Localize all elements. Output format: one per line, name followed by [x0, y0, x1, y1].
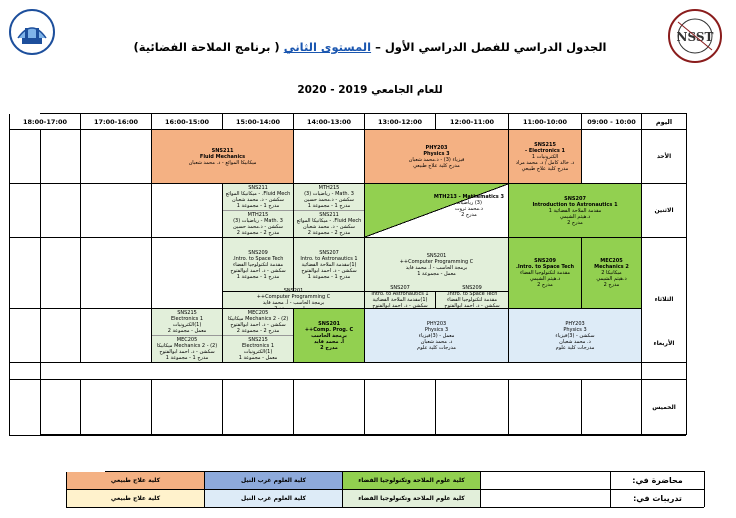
- section-sns207-tue: SNS207 Intro. to Astronautics 1 (1)مقدمة الملاحة الفضائية سكشن - د. احمد ابوالفتوح: [364, 292, 435, 309]
- empty-cell: [9, 309, 80, 363]
- header-slot-9: 18:00-17:00: [9, 114, 80, 130]
- empty-cell: [9, 380, 80, 436]
- day-monday: الاثنين: [641, 184, 686, 238]
- header-slot-4: 13:00-12:00: [364, 114, 435, 130]
- course-phy203-sun: PHY203 Physics 3 فيزياء (3) - د.محمد شعبان مدرج كلية علاج طبيعي: [364, 130, 508, 184]
- course-sns215-sun: SNS215 Electronics 1 - الكترونيات 1 د. خالد كامل / د. محمد مراد مدرج كلية علاج طبيعي: [508, 130, 581, 184]
- legend-tutorial-science: كلية العلوم غرب النيل: [204, 490, 342, 508]
- lab-phy203-wed: PHY203 Physics 3 معمل - (3)فيزياء د. محمد شعبان مدرجات كلية علوم: [364, 309, 508, 363]
- empty-cell: [151, 238, 222, 309]
- empty-cell: [80, 184, 151, 238]
- legend-lecture-nsst: كلية علوم الملاحة وتكنولوجيا الفضاء: [342, 472, 480, 490]
- empty-cell: [80, 309, 151, 363]
- empty-cell: [581, 380, 641, 436]
- section-sns209-tue: SNS209 Intro. to Space Tech. مقدمة لتكنولوجيا الفضاء سكشن - د. احمد ابوالفتوح: [435, 292, 508, 309]
- section-sns209-tue-g1: SNS209 Intro. to Space Tech. مقدمة لتكنولوجيا الفضاء سكشن - د. احمد ابوالفتوح مدرج 1 - مجموعة 1: [222, 238, 293, 292]
- empty-cell: [222, 380, 293, 436]
- empty-cell: [80, 238, 151, 309]
- sections-1400-mon: SNS211 Fluid Mech. - ميكانيكا الموائع سكشن - د. محمد شعبان مدرج 1 - مجموعة 1 MTH215 Math. 3 - رياضيات (3) سكشن - د.محمد حسين مدرج 2 - مجموعة 2: [222, 184, 293, 238]
- empty-cell: [508, 380, 581, 436]
- course-mth213-mon: MTH213 - Mathematics 3 (3) رياضيات د.محمد ثروت مدرج 2: [364, 184, 508, 238]
- day-sunday: الأحد: [641, 130, 686, 184]
- legend-spacer: [480, 472, 610, 490]
- empty-cell: [581, 130, 641, 184]
- university-logo: [8, 8, 56, 56]
- svg-text:NSST: NSST: [676, 30, 714, 44]
- legend-lecture-label: محاضرة في:: [610, 472, 704, 490]
- empty-cell: [151, 380, 222, 436]
- sections-1500-wed: SNS215 Electronics 1 (1)الكترونيات معمل - مجموعة 2 MEC205 Mechanics 2 - (2) ميكانيكا سكشن - د. احمد ابوالفتوح مدرج 1 - مجموعة 1: [151, 309, 222, 363]
- empty-cell: [151, 184, 222, 238]
- schedule-table: [22, 113, 687, 435]
- legend-lecture-pt: كلية علاج طبيعي: [66, 472, 204, 490]
- day-thursday: الخميس: [641, 380, 686, 436]
- empty-cell: [80, 380, 151, 436]
- header-slot-2: 11:00-10:00: [508, 114, 581, 130]
- course-phy203-wed: PHY203 Physics 3 سكشن - (3)فيزياء د. محمد شعبان مدرجات كلية علوم: [508, 309, 641, 363]
- empty-cell: [435, 380, 508, 436]
- header-day: اليوم: [641, 114, 686, 130]
- academic-year: للعام الجامعي 2019 - 2020: [297, 84, 443, 96]
- legend-tutorial-pt: كلية علاج طبيعي: [66, 490, 204, 508]
- day-wednesday: الأربعاء: [641, 309, 686, 380]
- legend-tutorial-label: تدريبات في:: [610, 490, 704, 508]
- empty-cell: [9, 184, 80, 238]
- color-legend: [105, 471, 705, 507]
- empty-cell: [293, 130, 364, 184]
- section-sns207-tue-g1: SNS207 Intro. to Astronautics 1 (1)مقدمة الملاحة الفضائية سكشن - د. احمد ابوالفتوح مدرج 1 - مجموعة 1: [293, 238, 364, 292]
- header-slot-7: 16:00-15:00: [151, 114, 222, 130]
- course-sns207-mon: SNS207 Introduction to Astronautics 1 مقدمة الملاحة الفضائية 1 د.هيثم الشيمي مدرج 2: [508, 184, 641, 238]
- empty-cell: [80, 130, 151, 184]
- header-slot-3: 12:00-11:00: [435, 114, 508, 130]
- course-sns201-tue-g1: SNS201 Computer Programming C++ برمجة الحاسب - أ. محمد فايد معمل - مجموعة 1: [364, 238, 508, 292]
- course-sns201-tue-g2: SNS201 Computer Programming C++ برمجة الحاسب - أ. محمد فايد: [222, 292, 364, 309]
- day-tuesday: الثلاثاء: [641, 238, 686, 363]
- course-sns201-wed: SNS201 Comp. Prog. C++ برمجة الحاسب أ. محمد فايد مدرج 2: [293, 309, 364, 363]
- header-slot-5: 14:00-13:00: [293, 114, 364, 130]
- course-sns209-tue: SNS209 Intro. to Space Tech. مقدمة لتكنولوجيا الفضاء د.هيثم الشيمي مدرج 2: [508, 238, 581, 309]
- empty-cell: [9, 238, 80, 309]
- empty-cell: [364, 380, 435, 436]
- legend-lecture-science: كلية العلوم غرب النيل: [204, 472, 342, 490]
- empty-cell: [9, 130, 80, 184]
- header-slot-6: 15:00-14:00: [222, 114, 293, 130]
- sections-1400-wed: MEC205 Mechanics 2 - (2) ميكانيكا سكشن - د. احمد ابوالفتوح مدرج 2 - مجموعة 2 SNS215 Electronics 1 (1)الكترونيات معمل - مجموعة 1: [222, 309, 293, 363]
- course-mec205-tue: MEC205 Mechanics 2 ميكانيكا 2 د.هيثم الشيمي مدرج 2: [581, 238, 641, 309]
- legend-spacer: [480, 490, 610, 508]
- faculty-logo: [658, 2, 732, 72]
- header-slot-1: 10:00 - 09:00: [581, 114, 641, 130]
- header-slot-8: 17:00-16:00: [80, 114, 151, 130]
- empty-cell: [293, 380, 364, 436]
- course-sns211-sun: SNS211 Fluid Mechanics ميكانيكا الموائع - د. محمد شعبان: [151, 130, 293, 184]
- sections-1300-mon: MTH215 Math. 3 - رياضيات (3) سكشن - د.محمد حسين مدرج 1 - مجموعة 1 SNS211 Fluid Mech. - ميكانيكا الموائع سكشن - د. محمد شعبان مدرج 2 - مجموعة 2: [293, 184, 364, 238]
- schedule-title: الجدول الدراسي للفصل الدراسي الأول – المستوى الثاني ( برنامج الملاحة الفضائية): [133, 40, 607, 54]
- spacer-row: [9, 363, 641, 380]
- legend-tutorial-nsst: كلية علوم الملاحة وتكنولوجيا الفضاء: [342, 490, 480, 508]
